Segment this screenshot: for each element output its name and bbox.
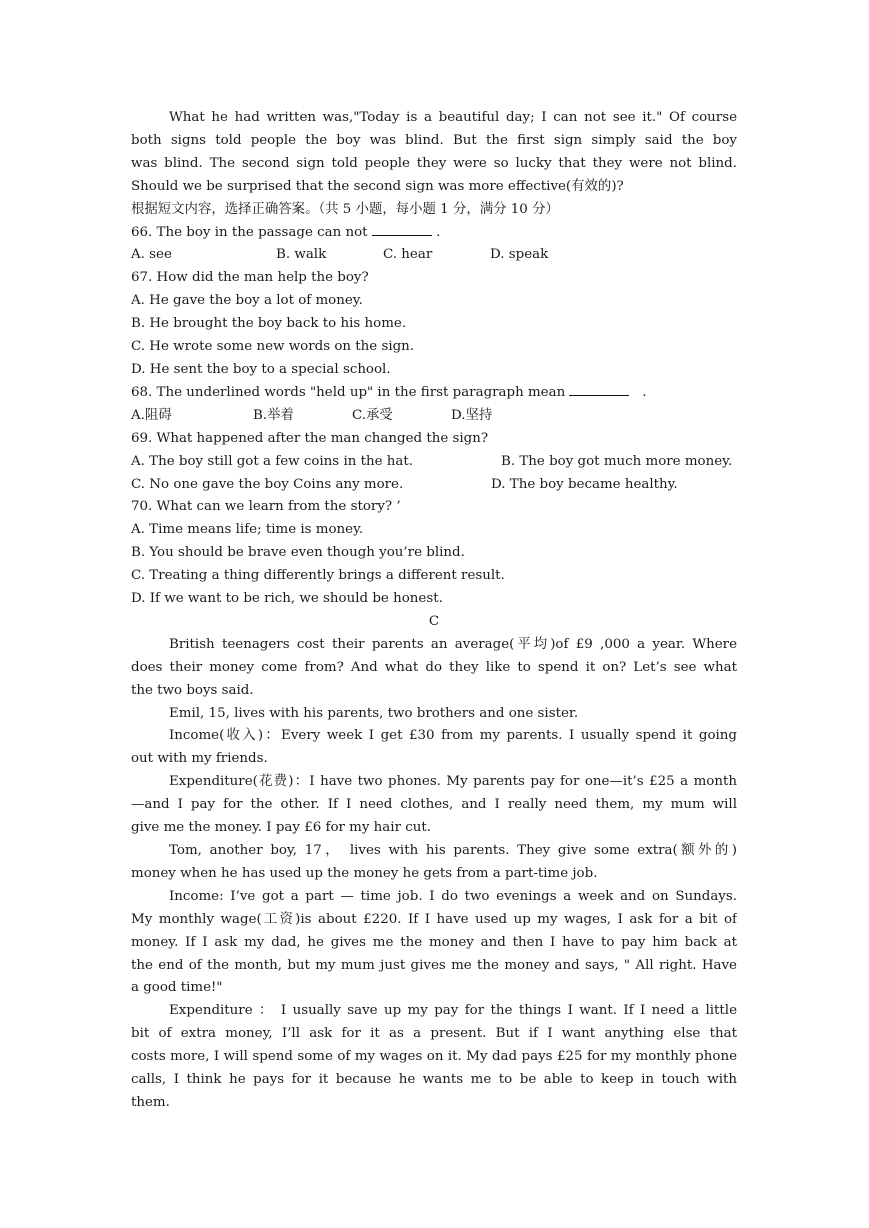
options-row: [131, 405, 737, 428]
question-68: [131, 382, 737, 428]
text-line: Tom, another boy, 17， lives with his parents. They give some extra(额外的): [169, 843, 737, 858]
text-line: My monthly wage(工资)is about £220. If I have used up my wages, I ask for a bit of: [131, 911, 737, 927]
text-line: What he had written was,"Today is a beautiful day; I can not see it." Of course: [169, 110, 737, 125]
text-line: costs more, I will spend some of my wages on it. My dad pays £25 for my monthly phone: [131, 1049, 737, 1065]
question-67: [131, 267, 737, 382]
text-line: —and I pay for the other. If I need clothes, and I really need them, my mum will: [131, 797, 737, 813]
option-c[interactable]: C. hear: [383, 247, 433, 263]
option-b[interactable]: B. He brought the boy back to his home.: [131, 316, 407, 332]
option-c[interactable]: C. He wrote some new words on the sign.: [131, 339, 415, 355]
option-d[interactable]: D. If we want to be rich, we should be honest.: [131, 591, 443, 607]
text-line: does their money come from? And what do they like to spend it on? Let’s see what: [131, 659, 737, 675]
text-line: Expenditure ： I usually save up my pay for the things I want. If I need a little: [169, 1003, 737, 1019]
section-heading: C: [428, 613, 440, 629]
answer-blank[interactable]: [372, 223, 432, 236]
text-line: money when he has used up the money he gets from a part-time job.: [131, 865, 598, 881]
text-line: calls, I think he pays for it because he wants me to be able to keep in touch with: [131, 1072, 737, 1088]
text-line: was blind. The second sign told people they were so lucky that they were not blind.: [131, 155, 737, 171]
passage-b-ending: [131, 107, 737, 199]
question-66: [131, 222, 737, 268]
passage-c: [131, 634, 737, 1115]
option-c[interactable]: C.承受: [352, 407, 393, 423]
option-a[interactable]: A. see: [131, 247, 172, 263]
text-line: British teenagers cost their parents an average(平均)of £9 ,000 a year. Where: [169, 636, 737, 652]
text-line: the end of the month, but my mum just gives me the money and says, " All right. Have: [131, 957, 737, 973]
document-page: [131, 107, 737, 1115]
options-row: [131, 474, 737, 497]
text-line: Income(收入)：Every week I get £30 from my parents. I usually spend it going: [169, 728, 737, 744]
option-d[interactable]: D. speak: [490, 247, 549, 263]
question-stem: 70. What can we learn from the story? ’: [131, 499, 401, 515]
question-stem: 68. The underlined words "held up" in the first paragraph mean .: [131, 384, 647, 400]
option-b[interactable]: B.举着: [253, 407, 294, 423]
options-row: [131, 244, 737, 267]
option-d[interactable]: D.坚持: [451, 407, 493, 423]
question-stem: 67. How did the man help the boy?: [131, 270, 369, 286]
text-line: Should we be surprised that the second sign was more effective(有效的)?: [131, 178, 624, 194]
text-line: a good time!": [131, 980, 223, 996]
text-line: them.: [131, 1094, 170, 1110]
text-line: money. If I ask my dad, he gives me the money and then I have to pay him back at: [131, 934, 737, 950]
option-a[interactable]: A. The boy still got a few coins in the hat.: [131, 453, 414, 469]
text-line: Emil, 15, lives with his parents, two brothers and one sister.: [169, 705, 579, 721]
text-line: the two boys said.: [131, 682, 254, 698]
option-b[interactable]: B. You should be brave even though you’re blind.: [131, 545, 465, 561]
text-line: Income: I’ve got a part — time job. I do two evenings a week and on Sundays.: [169, 888, 737, 904]
option-c[interactable]: C. Treating a thing differently brings a different result.: [131, 568, 505, 584]
option-c[interactable]: C. No one gave the boy Coins any more.: [131, 476, 404, 492]
option-d[interactable]: D. He sent the boy to a special school.: [131, 361, 391, 377]
answer-blank[interactable]: [569, 383, 629, 396]
option-b[interactable]: B. walk: [276, 247, 327, 263]
question-stem: 69. What happened after the man changed the sign?: [131, 430, 489, 446]
instructions: 根据短文内容，选择正确答案。（共 5 小题，每小题 1 分，满分 10 分）: [131, 201, 559, 217]
option-d[interactable]: D. The boy became healthy.: [491, 476, 678, 492]
option-b[interactable]: B. The boy got much more money.: [501, 453, 733, 469]
text-line: bit of extra money, I’ll ask for it as a present. But if I want anything else that: [131, 1026, 737, 1042]
question-70: [131, 496, 737, 611]
text-line: give me the money. I pay £6 for my hair cut.: [131, 820, 431, 836]
option-a[interactable]: A.阻碍: [131, 407, 172, 423]
text-line: out with my friends.: [131, 751, 268, 767]
option-a[interactable]: A. Time means life; time is money.: [131, 522, 364, 538]
text-line: both signs told people the boy was blind. But the first sign simply said the boy: [131, 132, 737, 148]
option-a[interactable]: A. He gave the boy a lot of money.: [131, 293, 363, 309]
question-stem: 66. The boy in the passage can not .: [131, 224, 441, 240]
options-row: [131, 451, 737, 474]
question-69: [131, 428, 737, 497]
text-line: Expenditure(花费)：I have two phones. My parents pay for one—it’s £25 a month: [169, 774, 737, 790]
